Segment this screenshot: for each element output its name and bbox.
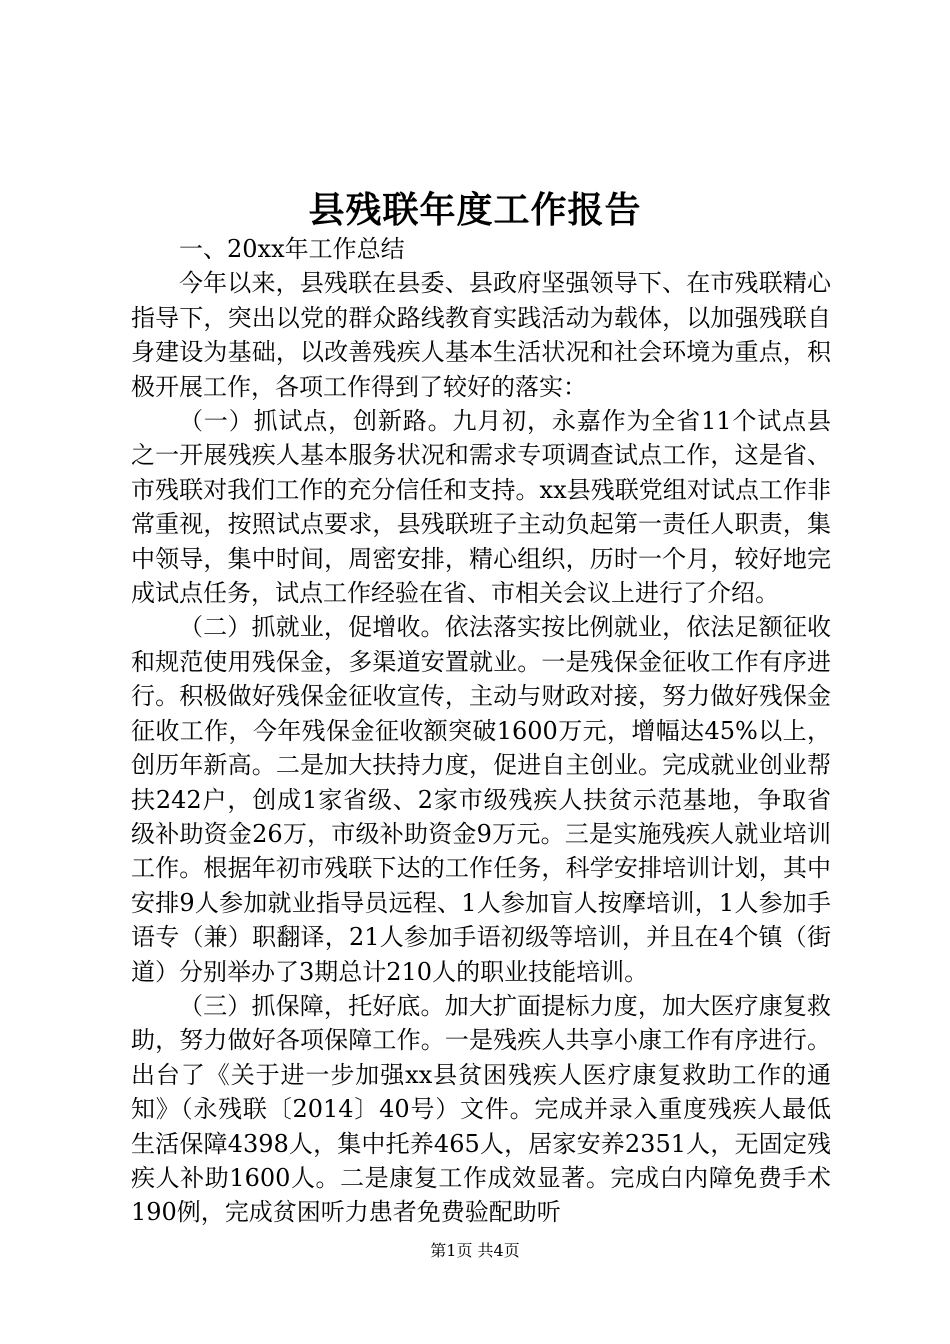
section-heading: 一、20xx年工作总结 — [179, 235, 405, 263]
document-title: 县残联年度工作报告 — [308, 189, 642, 231]
body-paragraph: （一）抓试点，创新路。九月初，永嘉作为全省11个试点县之一开展残疾人基本服务状况和需求专项调查试点工作，这是省、市残联对我们工作的充分信任和支持。xx县残联党组对试点工作非常重视，按照试点要求，县残联班子主动负起第一责任人职责，集中领导，集中时间，周密安排，精心组织，历时一个月，较好地完成试点任务，试点工作经验在省、市相关会议上进行了介绍。 — [131, 407, 831, 608]
page-number-footer: 第1页 共4页 — [430, 1241, 520, 1260]
body-paragraph: （二）抓就业，促增收。依法落实按比例就业，依法足额征收和规范使用残保金，多渠道安置就业。一是残保金征收工作有序进行。积极做好残保金征收宣传，主动与财政对接，努力做好残保金征收工作，今年残保金征收额突破1600万元，增幅达45%以上，创历年新高。二是加大扶持力度，促进自主创业。完成就业创业帮扶242户，创成1家省级、2家市级残疾人扶贫示范基地，争取省级补助资金26万，市级补助资金9万元。三是实施残疾人就业培训工作。根据年初市残联下达的工作任务，科学安排培训计划，其中安排9人参加就业指导员远程、1人参加盲人按摩培训，1人参加手语专（兼）职翻译，21人参加手语初级等培训，并且在4个镇（街道）分别举办了3期总计210人的职业技能培训。 — [131, 613, 831, 986]
body-paragraph: （三）抓保障，托好底。加大扩面提标力度，加大医疗康复救助，努力做好各项保障工作。一是残疾人共享小康工作有序进行。出台了《关于进一步加强xx县贫困残疾人医疗康复救助工作的通知》（永残联〔2014〕40号）文件。完成并录入重度残疾人最低生活保障4398人，集中托养465人，居家安养2351人，无固定残疾人补助1600人。二是康复工作成效显著。完成白内障免费手术190例，完成贫困听力患者免费验配助听 — [131, 991, 831, 1227]
document-body — [131, 232, 831, 1230]
body-paragraph: 今年以来，县残联在县委、县政府坚强领导下、在市残联精心指导下，突出以党的群众路线教育实践活动为载体，以加强残联自身建设为基础，以改善残疾人基本生活状况和社会环境为重点，积极开展工作，各项工作得到了较好的落实： — [131, 269, 831, 401]
